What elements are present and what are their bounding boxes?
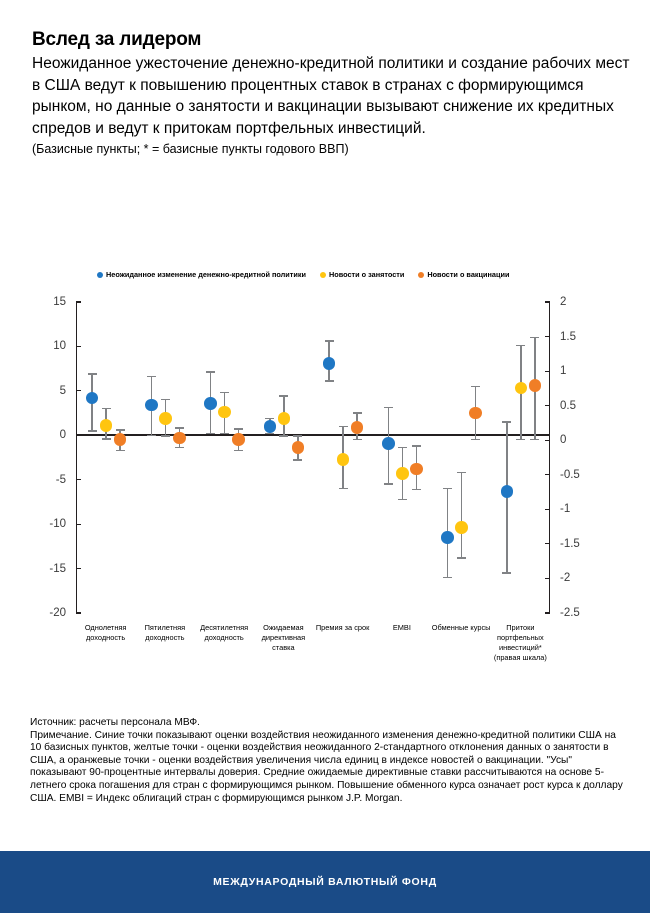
- data-point[interactable]: [173, 432, 186, 445]
- organization-name: МЕЖДУНАРОДНЫЙ ВАЛЮТНЫЙ ФОНД: [213, 876, 437, 888]
- whisker-cap: [530, 439, 539, 441]
- y2-axis-tick-label: 0.5: [560, 399, 576, 412]
- whisker-cap: [471, 439, 480, 441]
- y2-axis-tick-label: 1: [560, 365, 567, 378]
- legend-item[interactable]: [320, 270, 404, 279]
- y-axis-tick: [76, 479, 81, 480]
- whisker-cap: [147, 376, 156, 378]
- whisker-cap: [220, 433, 229, 435]
- whisker-cap: [161, 399, 170, 401]
- data-point[interactable]: [218, 406, 231, 419]
- data-point[interactable]: [204, 397, 217, 410]
- x-axis-category-label: [73, 623, 139, 643]
- y-axis-tick: [76, 612, 81, 613]
- whisker-cap: [339, 488, 348, 490]
- data-point[interactable]: [351, 421, 364, 434]
- category-label-line: Десятилетняя: [200, 623, 249, 632]
- whisker-cap: [353, 412, 362, 414]
- data-point[interactable]: [100, 419, 113, 432]
- legend-marker-icon: [97, 272, 103, 278]
- whisker-cap: [384, 407, 393, 409]
- whisker-cap: [265, 433, 274, 435]
- whisker-cap: [516, 439, 525, 441]
- whisker-cap: [457, 472, 466, 474]
- whisker-cap: [88, 373, 97, 375]
- chart-legend: [97, 270, 577, 279]
- whisker-cap: [325, 340, 334, 342]
- y2-axis-tick-label: -2.5: [560, 607, 580, 619]
- whisker-cap: [384, 483, 393, 485]
- legend-item[interactable]: [418, 270, 509, 279]
- y-axis-tick-label: 5: [59, 384, 66, 397]
- whisker-cap: [412, 489, 421, 491]
- data-point[interactable]: [441, 531, 454, 544]
- y-axis-tick-label: -15: [49, 562, 66, 575]
- x-axis-category-label: [369, 623, 435, 633]
- whisker-cap: [161, 435, 170, 437]
- chart-header: [32, 28, 630, 158]
- data-point[interactable]: [323, 357, 336, 370]
- y2-axis-tick-label: 1.5: [560, 330, 576, 343]
- data-point[interactable]: [396, 467, 409, 480]
- category-label-line: доходность: [204, 633, 244, 642]
- x-axis-category-label: [310, 623, 376, 633]
- data-point[interactable]: [159, 412, 172, 425]
- data-point[interactable]: [264, 420, 277, 433]
- y2-axis-tick: [545, 440, 550, 441]
- legend-item-label: Новости о вакцинации: [427, 270, 510, 279]
- data-point[interactable]: [278, 412, 291, 425]
- y-axis-tick: [76, 524, 81, 525]
- chart-plot-area: [49, 296, 580, 619]
- data-point[interactable]: [337, 453, 350, 466]
- legend-marker-icon: [320, 272, 326, 278]
- chart-subtitle: Неожиданное ужесточение денежно-кредитной политики и создание рабочих мест в США ведут к повышению процентных ставок в странах с формирующимся рынком, но данные о занятости и вакцинации вызывают снижение их кредитных спредов и ведут к притокам портфельных инвестиций.: [32, 55, 630, 137]
- whisker-cap: [502, 572, 511, 574]
- x-axis-category-label: [487, 623, 553, 663]
- whisker-cap: [516, 345, 525, 347]
- category-label-line: Притоки: [506, 623, 535, 632]
- whisker-cap: [175, 427, 184, 429]
- whisker-cap: [147, 435, 156, 437]
- legend-marker-icon: [418, 272, 424, 278]
- whisker-cap: [102, 438, 111, 440]
- y2-axis-tick: [545, 405, 550, 406]
- category-label-line: Пятилетняя: [144, 623, 186, 632]
- category-label-line: (правая шкала): [493, 653, 547, 662]
- y-axis-tick: [76, 346, 81, 347]
- whisker-cap: [353, 439, 362, 441]
- data-point[interactable]: [145, 399, 158, 412]
- y-axis-left-line: [76, 302, 77, 613]
- whisker-cap: [206, 433, 215, 435]
- y-axis-tick: [76, 435, 81, 436]
- y2-axis-tick-label: -1: [560, 503, 571, 516]
- y2-axis-tick-label: -0.5: [560, 468, 580, 481]
- y2-axis-tick: [545, 578, 550, 579]
- y2-axis-tick: [545, 371, 550, 372]
- whisker-cap: [443, 577, 452, 579]
- whisker-cap: [88, 430, 97, 432]
- whisker-cap: [398, 499, 407, 501]
- y2-axis-tick: [545, 474, 550, 475]
- whisker-cap: [443, 488, 452, 490]
- y2-axis-tick-label: -1.5: [560, 537, 580, 550]
- whisker-cap: [234, 450, 243, 452]
- whisker-cap: [116, 429, 125, 431]
- legend-item-label: Неожиданное изменение денежно-кредитной политики: [106, 270, 306, 279]
- y-axis-tick-label: 15: [53, 296, 66, 308]
- whisker-cap: [530, 337, 539, 339]
- y-axis-tick-label: 0: [59, 429, 66, 442]
- category-label-line: инвестиций*: [499, 643, 542, 652]
- whisker-cap: [279, 395, 288, 397]
- whisker-cap: [116, 450, 125, 452]
- whisker-cap: [265, 418, 274, 420]
- whisker-cap: [412, 445, 421, 447]
- y2-axis-tick: [545, 509, 550, 510]
- y-axis-tick-label: -20: [49, 607, 66, 619]
- whisker-cap: [206, 371, 215, 373]
- data-point[interactable]: [501, 485, 514, 498]
- whisker-cap: [398, 447, 407, 449]
- x-axis-category-label: [132, 623, 198, 643]
- source-note: Источник: расчеты персонала МВФ.: [30, 717, 200, 728]
- category-label-line: Обменные курсы: [431, 623, 491, 632]
- data-point[interactable]: [410, 463, 423, 476]
- x-axis-category-label: [191, 623, 257, 643]
- footer-band: [0, 851, 650, 913]
- whisker-cap: [293, 435, 302, 437]
- data-point[interactable]: [86, 392, 99, 405]
- confidence-interval-whisker: [461, 473, 463, 558]
- category-label-line: доходность: [145, 633, 185, 642]
- category-label-line: ставка: [272, 643, 295, 652]
- page-title: Вслед за лидером: [32, 29, 202, 50]
- category-label-line: Однолетняя: [84, 623, 127, 632]
- x-axis-category-label: [428, 623, 494, 633]
- data-point[interactable]: [114, 433, 127, 446]
- category-label-line: EMBI: [392, 623, 411, 632]
- y-axis-tick: [76, 390, 81, 391]
- data-point[interactable]: [515, 382, 528, 395]
- y-axis-right-line: [549, 302, 550, 613]
- data-point[interactable]: [469, 407, 482, 420]
- whisker-cap: [325, 380, 334, 382]
- legend-item-label: Новости о занятости: [329, 270, 405, 279]
- category-label-line: портфельных: [497, 633, 544, 642]
- y2-axis-tick-label: 0: [560, 434, 567, 447]
- category-label-line: Премия за срок: [315, 623, 370, 632]
- y-axis-tick: [76, 568, 81, 569]
- data-point[interactable]: [382, 437, 395, 450]
- whisker-cap: [102, 408, 111, 410]
- y-axis-tick-label: -10: [49, 518, 66, 531]
- whisker-cap: [471, 386, 480, 388]
- data-point[interactable]: [232, 433, 245, 446]
- y2-axis-tick: [545, 301, 550, 302]
- whisker-cap: [175, 447, 184, 449]
- y2-axis-tick: [545, 612, 550, 613]
- legend-item[interactable]: [97, 270, 306, 279]
- y2-axis-tick: [545, 336, 550, 337]
- y-axis-tick: [76, 301, 81, 302]
- category-label-line: Ожидаемая: [263, 623, 304, 632]
- y2-axis-tick: [545, 543, 550, 544]
- data-point[interactable]: [529, 379, 542, 392]
- chart-footnotes: [30, 717, 630, 805]
- data-point[interactable]: [292, 441, 305, 454]
- data-point[interactable]: [455, 521, 468, 534]
- y2-axis-tick-label: -2: [560, 572, 571, 585]
- y-axis-tick-label: 10: [53, 340, 66, 353]
- category-label-line: директивная: [261, 633, 306, 642]
- x-axis-category-label: [250, 623, 316, 653]
- chart-units-note: (Базисные пункты; * = базисные пункты годового ВВП): [32, 142, 349, 156]
- whisker-cap: [234, 428, 243, 430]
- whisker-cap: [502, 421, 511, 423]
- y2-axis-tick-label: 2: [560, 296, 567, 308]
- whisker-cap: [293, 459, 302, 461]
- explanatory-note: Примечание. Синие точки показывают оценки воздействия неожиданного изменения денежно-кредитной политики США на 10 базисных пунктов, желтые точки - оценки воздействия неожиданного 2-стандартного отклонения данных о занятости в США, а оранжевые точки - оценки воздействия увеличения числа единиц в индексе новостей о вакцинации. "Усы" показывают 90-процентные интервалы доверия. Средние ожидаемые директивные ставки рассчитываются на основе 5-летнего срока погашения для стран с формирующимся рынком. Повышение обменного курса означает рост курса к доллару США. EMBI = Индекс облигаций стран с формирующимся рынком J.P. Morgan.: [30, 729, 623, 804]
- whisker-cap: [220, 392, 229, 394]
- category-label-line: доходность: [85, 633, 126, 642]
- whisker-cap: [279, 435, 288, 437]
- whisker-cap: [339, 426, 348, 428]
- y-axis-tick-label: -5: [55, 473, 66, 486]
- whisker-cap: [457, 557, 466, 559]
